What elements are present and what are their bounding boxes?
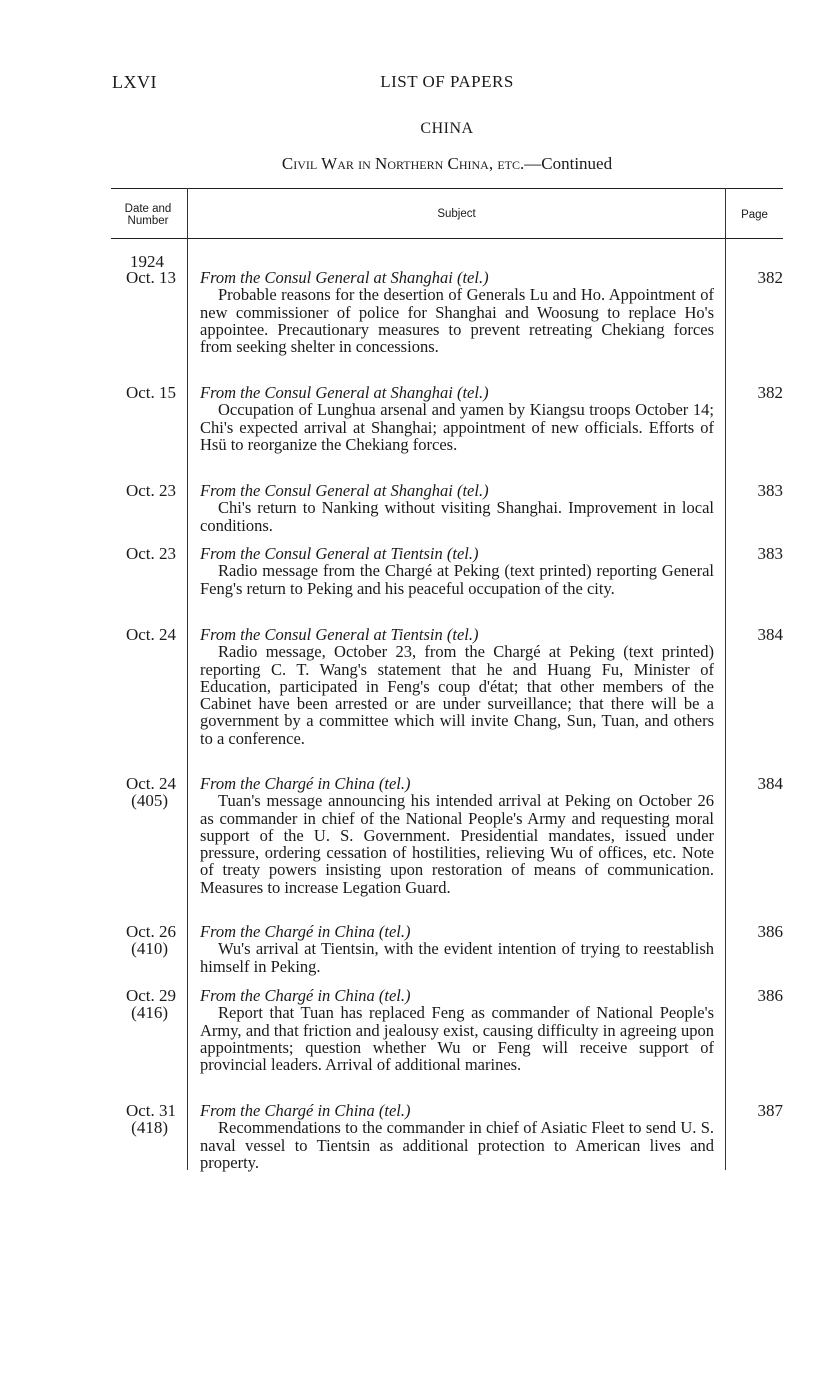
column-divider-left [187,188,188,1170]
column-header-subject: Subject [437,208,476,220]
entry-subject [200,545,714,597]
entry-page: 387 [757,1101,783,1120]
entry-subject [200,987,714,1073]
entry-summary: Chi's return to Nanking without visiting Shanghai. Improvement in local conditions. [200,498,714,535]
running-title: LIST OF PAPERS [380,72,514,91]
entry-page: 386 [757,922,783,941]
column-header-date: Date and Number [124,203,172,227]
entry-page: 383 [757,481,783,500]
entry-summary: Probable reasons for the desertion of Generals Lu and Ho. Appointment of new commissioner of police for Shanghai and Woosung to replace Ho's appointee. Precautionary measures to prevent retreating Chekiang forces from seeking shelter in concessions. [200,285,714,357]
column-divider-right [725,188,726,1170]
entry-source: From the Consul General at Tientsin (tel.) [200,544,479,563]
entry-subject [200,775,714,896]
entry-page: 382 [757,268,783,287]
entry-date: Oct. 15 [125,383,176,402]
entry-number: (418) [131,1118,168,1137]
page-number: LXVI [112,72,157,92]
entry-date: Oct. 29 [125,986,176,1005]
entry-page: 383 [757,544,783,563]
entry-date: Oct. 26 [125,922,176,941]
subtitle-main: Civil War in Northern China, etc. [281,154,525,173]
entry-date: Oct. 23 [125,481,176,500]
entry-page: 384 [757,625,783,644]
entry-summary: Recommendations to the commander in chief of Asiatic Fleet to send U. S. naval vessel to Tientsin as additional protection to American lives and property. [200,1118,714,1172]
entry-summary: Occupation of Lunghua arsenal and yamen by Kiangsu troops October 14; Chi's expected arrival at Shanghai; appointment of new officials. Efforts of Hsü to reorganize the Chekiang forces. [200,400,714,454]
entry-source: From the Chargé in China (tel.) [200,774,411,793]
entry-source: From the Consul General at Shanghai (tel.) [200,481,489,500]
entry-date: Oct. 31 [125,1101,176,1120]
year-label: 1924 [130,252,164,271]
entry-summary: Radio message from the Chargé at Peking (text printed) reporting General Feng's return to Peking and his peaceful occupation of the city. [200,561,714,598]
entry-number: (416) [131,1003,168,1022]
entry-subject [200,1102,714,1171]
section-subtitle [0,154,839,174]
entry-source: From the Chargé in China (tel.) [200,1101,411,1120]
table-header-rule [111,238,783,239]
entry-subject [200,626,714,747]
entry-summary: Report that Tuan has replaced Feng as commander of National People's Army, and that friction and jealousy exist, causing difficulty in agreeing upon appointments; question whether Wu or Feng will receive support of provincial leaders. Arrival of additional marines. [200,1003,714,1075]
country-heading: CHINA [420,120,474,137]
entry-subject [200,482,714,534]
entry-number: (410) [131,939,168,958]
entry-date: Oct. 23 [125,544,176,563]
table-top-rule [111,188,783,189]
entry-date: Oct. 24 [125,625,176,644]
entry-page: 386 [757,986,783,1005]
entry-summary: Tuan's message announcing his intended arrival at Peking on October 26 as commander in chief of the National People's Army and requesting moral support of the U. S. Government. Presidential mandates, issued under pressure, ordering cessation of hostilities, relieving Wu of offices, etc. Note of treaty powers insisting upon restoration of means of communication. Measures to increase Legation Guard. [200,791,714,897]
entry-source: From the Consul General at Shanghai (tel.) [200,383,489,402]
papers-table [111,188,783,1170]
entry-date: Oct. 13 [125,268,176,287]
entry-subject [200,923,714,975]
entry-source: From the Consul General at Shanghai (tel.) [200,268,489,287]
entry-source: From the Consul General at Tientsin (tel.) [200,625,479,644]
entry-date: Oct. 24 [125,774,176,793]
entry-page: 384 [757,774,783,793]
entry-summary: Wu's arrival at Tientsin, with the evident intention of trying to reestablish himself in Peking. [200,939,714,976]
column-header-page: Page [741,209,768,221]
entry-page: 382 [757,383,783,402]
entry-summary: Radio message, October 23, from the Chargé at Peking (text printed) reporting C. T. Wang's statement that he and Huang Fu, Minister of Education, participated in Feng's coup d'état; that other members of the Cabinet have been arrested or are under surveillance; that there will be a government by a committee which will invite Chang, Sun, Tuan, and others to a conference. [200,642,714,748]
entry-number: (405) [131,791,168,810]
subtitle-continued: —Continued [524,154,613,173]
entry-source: From the Chargé in China (tel.) [200,922,411,941]
entry-subject [200,269,714,355]
entry-subject [200,384,714,453]
entry-source: From the Chargé in China (tel.) [200,986,411,1005]
